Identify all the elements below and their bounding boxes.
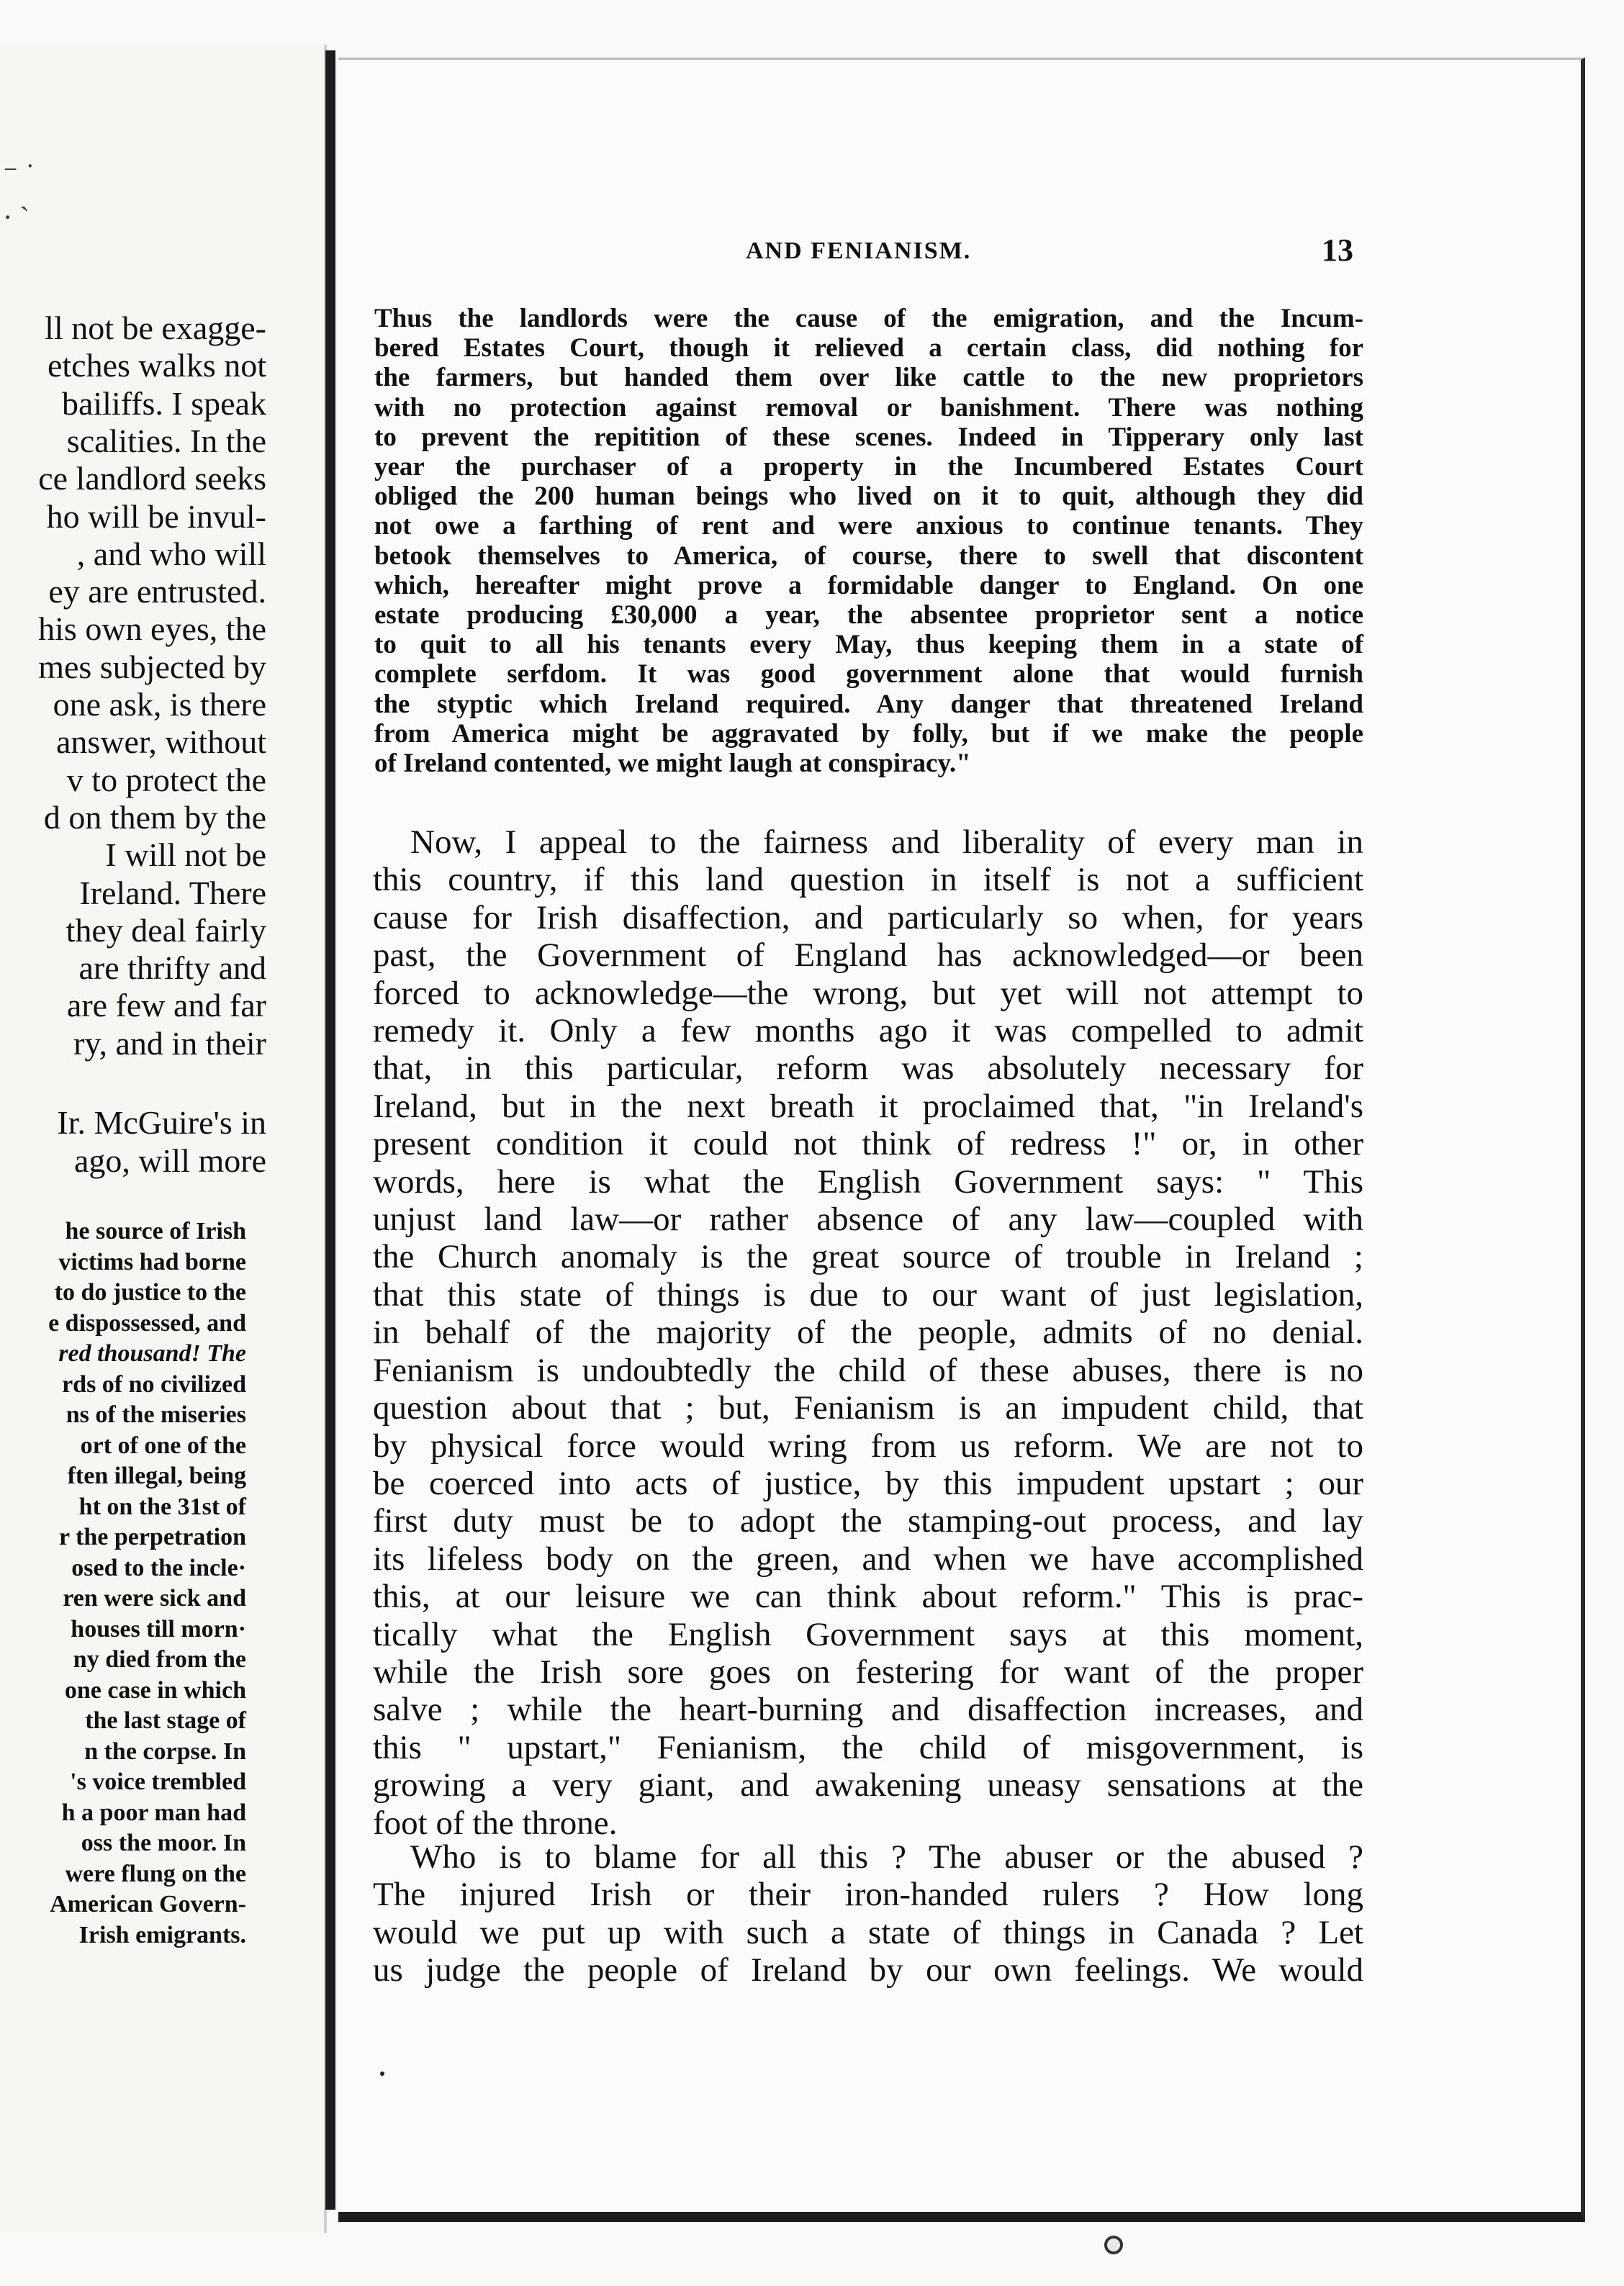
left-column-line: scalities. In the <box>66 422 266 459</box>
body-line: would we put up with such a state of things in Canada ? Let <box>373 1913 1363 1951</box>
left-column-line: d on them by the <box>43 798 266 836</box>
quote-line: the styptic which Ireland required. Any danger that threatened Ireland <box>374 689 1363 719</box>
body-line: in behalf of the majority of the people, admits of no denial. <box>373 1314 1363 1352</box>
body-line: The injured Irish or their iron-handed rulers ? How long <box>373 1876 1363 1914</box>
left-column-line: I will not be <box>105 836 266 874</box>
left-column-line: one ask, is there <box>53 686 266 723</box>
quote-line: bered Estates Court, though it relieved a certain class, did nothing for <box>374 333 1363 363</box>
quote-line: estate producing £30,000 a year, the absentee proprietor sent a notice <box>374 600 1363 631</box>
footnote-line: ny died from the <box>73 1646 246 1673</box>
left-column-line: are thrifty and <box>78 949 266 987</box>
footnote-line: rds of no civilized <box>62 1370 246 1398</box>
quote-line: of Ireland contented, we might laugh at conspiracy." <box>374 749 971 779</box>
body-line: words, here is what the English Government says: " This <box>373 1162 1363 1201</box>
ink-marks: ⁻ ˙ · ˋ <box>3 158 35 233</box>
body-line: this country, if this land question in itself is not a sufficient <box>373 861 1363 899</box>
body-line: unjust land law—or rather absence of any law—coupled with <box>373 1201 1363 1239</box>
left-column-line: ago, will more <box>74 1142 266 1179</box>
running-header: AND FENIANISM. <box>746 238 972 264</box>
left-column-line: answer, without <box>56 723 266 761</box>
footnote-line: osed to the incle· <box>71 1554 246 1581</box>
body-line: tically what the English Government says at this moment, <box>373 1615 1363 1653</box>
body-line: forced to acknowledge—the wrong, but yet will not attempt to <box>373 974 1363 1012</box>
body-line: foot of the throne. <box>373 1804 618 1842</box>
footnote-line: victims had borne <box>58 1248 246 1275</box>
body-line: be coerced into acts of justice, by this impudent upstart ; our <box>373 1464 1363 1502</box>
footnote-line: he source of Irish <box>65 1218 246 1244</box>
footnote-line: ns of the miseries <box>66 1401 246 1428</box>
page-number: 13 <box>1322 232 1353 268</box>
body-paragraph-2 <box>373 1838 1363 1989</box>
body-line: present condition it could not think of redress !" or, in other <box>373 1125 1363 1163</box>
body-line: salve ; while the heart-burning and disaffection increases, and <box>373 1691 1363 1729</box>
left-column-line: ll not be exagge- <box>45 310 266 346</box>
left-column-line: , and who will <box>76 535 266 572</box>
footnote-line: r the perpetration <box>59 1524 246 1550</box>
body-line: while the Irish sore goes on festering for want of the proper <box>373 1653 1363 1691</box>
footnote-line: the last stage of <box>85 1707 246 1734</box>
quote-line: betook themselves to America, of course, there to swell that discontent <box>374 541 1363 571</box>
left-column-line: ey are entrusted. <box>48 573 266 610</box>
body-line: us judge the people of Ireland by our own feelings. We would <box>373 1951 1363 1989</box>
body-paragraph <box>373 823 1363 1842</box>
footnote-line: ort of one of the <box>80 1432 246 1459</box>
body-line: that this state of things is due to our want of just legislation, <box>373 1275 1363 1314</box>
footnote-line: e dispossessed, and <box>48 1309 246 1337</box>
left-column-line: are few and far <box>66 987 266 1024</box>
footnote-line: n the corpse. In <box>84 1738 246 1765</box>
ink-speck <box>1104 2236 1123 2254</box>
body-line: growing a very giant, and awakening uneasy sensations at the <box>373 1766 1363 1804</box>
book-spine <box>325 50 335 2210</box>
footnote-line: ht on the 31st of <box>78 1493 246 1520</box>
footnote-line: American Govern- <box>50 1891 246 1917</box>
left-column-line: v to protect the <box>66 761 266 798</box>
body-line: Ireland, but in the next breath it proclaimed that, "in Ireland's <box>373 1087 1363 1125</box>
body-line: by physical force would wring from us reform. We are not to <box>373 1427 1363 1465</box>
left-column-line: ho will be invul- <box>46 497 266 535</box>
left-column-line: they deal fairly <box>66 911 266 949</box>
body-line: first duty must be to adopt the stamping-out process, and lay <box>373 1502 1363 1540</box>
quote-line: to prevent the repitition of these scenes. Indeed in Tipperary only last <box>374 422 1363 452</box>
quote-line: the farmers, but handed them over like cattle to the new proprietors <box>374 363 1363 393</box>
left-page-fragment <box>0 45 327 2233</box>
left-column-line: ry, and in their <box>73 1024 266 1062</box>
footnote-line: h a poor man had <box>61 1799 246 1826</box>
quote-line: from America might be aggravated by folly, but if we make the people <box>374 718 1363 749</box>
quoted-passage <box>374 304 1363 778</box>
quote-line: not owe a farthing of rent and were anxious to continue tenants. They <box>374 511 1363 541</box>
footnote-line: one case in which <box>64 1676 246 1704</box>
footnote-line: oss the moor. In <box>81 1830 246 1856</box>
ink-speck <box>380 2072 384 2076</box>
body-line: the Church anomaly is the great source of trouble in Ireland ; <box>373 1238 1363 1276</box>
body-line: remedy it. Only a few months ago it was compelled to admit <box>373 1012 1363 1050</box>
quote-line: complete serfdom. It was good government alone that would furnish <box>374 659 1363 690</box>
left-column-line: bailiffs. I speak <box>61 384 266 422</box>
left-column-line: Ir. McGuire's in <box>57 1104 266 1142</box>
quote-line: Thus the landlords were the cause of the emigration, and the Incum- <box>374 304 1363 333</box>
footnote-line: Irish emigrants. <box>78 1921 246 1948</box>
body-line: this " upstart," Fenianism, the child of misgovernment, is <box>373 1728 1363 1766</box>
footnote-line: ften illegal, being <box>67 1463 246 1489</box>
quote-line: to quit to all his tenants every May, thus keeping them in a state of <box>374 630 1363 660</box>
body-line: this, at our leisure we can think about reform." This is prac- <box>373 1578 1363 1616</box>
body-line: Now, I appeal to the fairness and liberality of every man in <box>410 823 1363 861</box>
footnote-line: houses till morn· <box>71 1615 246 1643</box>
body-line: Who is to blame for all this ? The abuser or the abused ? <box>410 1838 1363 1876</box>
quote-line: which, hereafter might prove a formidable danger to England. On one <box>374 570 1363 600</box>
footnote-line: were flung on the <box>65 1860 246 1887</box>
left-column-line: ce landlord seeks <box>38 460 266 497</box>
quote-line: with no protection against removal or banishment. There was nothing <box>374 392 1363 423</box>
body-line: question about that ; but, Fenianism is an impudent child, that <box>373 1389 1363 1427</box>
left-column-line: Ireland. There <box>79 874 266 911</box>
body-line: its lifeless body on the green, and when we have accomplished <box>373 1540 1363 1578</box>
left-column-line: etches walks not <box>47 347 266 384</box>
body-line: Fenianism is undoubtedly the child of these abuses, there is no <box>373 1351 1363 1389</box>
left-column-line: his own eyes, the <box>38 610 266 648</box>
body-line: that, in this particular, reform was absolutely necessary for <box>373 1049 1363 1088</box>
footnote-line: ren were sick and <box>63 1585 246 1612</box>
quote-line: year the purchaser of a property in the Incumbered Estates Court <box>374 452 1363 482</box>
body-line: past, the Government of England has acknowledged—or been <box>373 936 1363 975</box>
footnote-line: 's voice trembled <box>70 1768 246 1795</box>
body-line: cause for Irish disaffection, and particularly so when, for years <box>373 898 1363 936</box>
left-column-line: mes subjected by <box>38 648 266 685</box>
footnote-line: red thousand! The <box>58 1340 246 1367</box>
quote-line: obliged the 200 human beings who lived on it to quit, although they did <box>374 482 1363 512</box>
footnote-line: to do justice to the <box>54 1279 246 1306</box>
